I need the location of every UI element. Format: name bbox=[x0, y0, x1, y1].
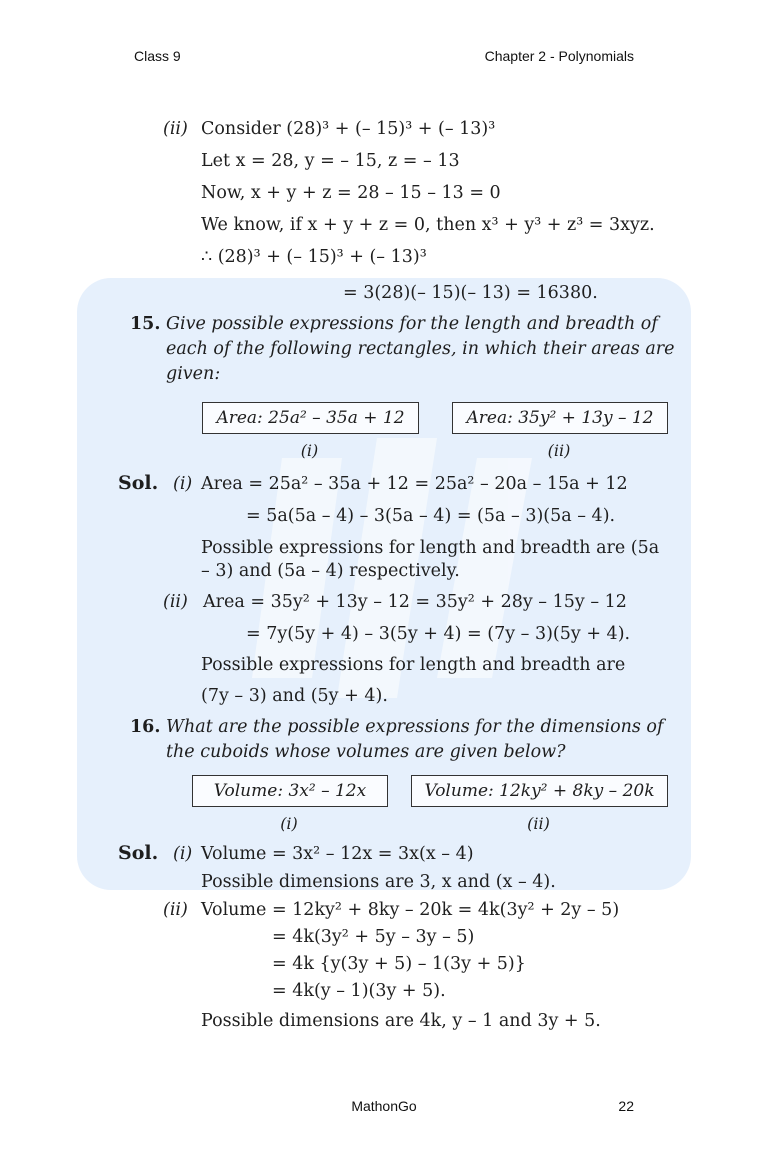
q16-number: 16. bbox=[130, 717, 161, 737]
sol15-i-line-2: = 5a(5a – 4) – 3(5a – 4) = (5a – 3)(5a – 4). bbox=[246, 506, 616, 526]
footer-brand: MathonGo bbox=[351, 1098, 417, 1114]
part-ii-line-5: ∴ (28)³ + (– 15)³ + (– 13)³ bbox=[201, 247, 427, 267]
q16-text-line-2: the cuboids whose volumes are given below? bbox=[166, 742, 566, 762]
sol16-ii-line-5: Possible dimensions are 4k, y – 1 and 3y + 5. bbox=[201, 1011, 601, 1031]
part-ii-line-3: Now, x + y + z = 28 – 15 – 13 = 0 bbox=[201, 183, 501, 203]
q15-number: 15. bbox=[130, 314, 161, 334]
header-class-label: Class 9 bbox=[134, 48, 181, 64]
q16-caption-ii: (ii) bbox=[527, 814, 550, 833]
part-ii-line-6: = 3(28)(– 15)(– 13) = 16380. bbox=[343, 283, 598, 303]
q15-area-box-ii: Area: 35y² + 13y – 12 bbox=[452, 402, 668, 434]
footer-page-number: 22 bbox=[618, 1098, 634, 1114]
sol15-ii-label: (ii) bbox=[163, 592, 188, 612]
sol16-ii-line-3: = 4k {y(3y + 5) – 1(3y + 5)} bbox=[272, 954, 526, 974]
part-ii-line-2: Let x = 28, y = – 15, z = – 13 bbox=[201, 151, 460, 171]
q15-caption-ii: (ii) bbox=[547, 441, 571, 460]
sol15-i-line-4: – 3) and (5a – 4) respectively. bbox=[201, 561, 460, 581]
q16-volume-box-i: Volume: 3x² – 12x bbox=[192, 775, 388, 807]
sol15-i-line-1: Area = 25a² – 35a + 12 = 25a² – 20a – 15a + 12 bbox=[201, 474, 628, 494]
sol16-ii-label: (ii) bbox=[163, 900, 188, 920]
sol15-ii-line-1: Area = 35y² + 13y – 12 = 35y² + 28y – 15y – 12 bbox=[203, 592, 627, 612]
part-ii-label: (ii) bbox=[163, 119, 188, 139]
sol15-ii-line-4: (7y – 3) and (5y + 4). bbox=[201, 686, 388, 706]
q15-caption-i: (i) bbox=[300, 441, 319, 460]
q16-caption-i: (i) bbox=[280, 814, 298, 833]
sol16-ii-line-1: Volume = 12ky² + 8ky – 20k = 4k(3y² + 2y – 5) bbox=[201, 900, 620, 920]
sol15-i-line-3: Possible expressions for length and breadth are (5a bbox=[201, 538, 660, 558]
q15-text-line-2: each of the following rectangles, in which their areas are bbox=[166, 339, 675, 359]
sol16-label: Sol. bbox=[118, 842, 159, 864]
q16-volume-box-ii: Volume: 12ky² + 8ky – 20k bbox=[411, 775, 668, 807]
part-ii-line-1: Consider (28)³ + (– 15)³ + (– 13)³ bbox=[201, 119, 496, 139]
q15-text-line-3: given: bbox=[166, 364, 221, 384]
q15-area-box-i: Area: 25a² – 35a + 12 bbox=[202, 402, 419, 434]
sol16-i-line-2: Possible dimensions are 3, x and (x – 4). bbox=[201, 872, 556, 892]
sol16-i-label: (i) bbox=[173, 844, 193, 864]
part-ii-line-4: We know, if x + y + z = 0, then x³ + y³ + z³ = 3xyz. bbox=[201, 215, 655, 235]
sol15-i-label: (i) bbox=[173, 474, 193, 494]
sol16-ii-line-4: = 4k(y – 1)(3y + 5). bbox=[272, 981, 446, 1001]
q15-text-line-1: Give possible expressions for the length and breadth of bbox=[166, 314, 658, 334]
sol15-label: Sol. bbox=[118, 472, 159, 494]
q16-text-line-1: What are the possible expressions for the dimensions of bbox=[166, 717, 664, 737]
sol15-ii-line-2: = 7y(5y + 4) – 3(5y + 4) = (7y – 3)(5y + 4). bbox=[246, 624, 631, 644]
sol16-i-line-1: Volume = 3x² – 12x = 3x(x – 4) bbox=[201, 844, 474, 864]
sol16-ii-line-2: = 4k(3y² + 5y – 3y – 5) bbox=[272, 927, 475, 947]
sol15-ii-line-3: Possible expressions for length and breadth are bbox=[201, 655, 626, 675]
header-chapter-title: Chapter 2 - Polynomials bbox=[484, 48, 634, 64]
